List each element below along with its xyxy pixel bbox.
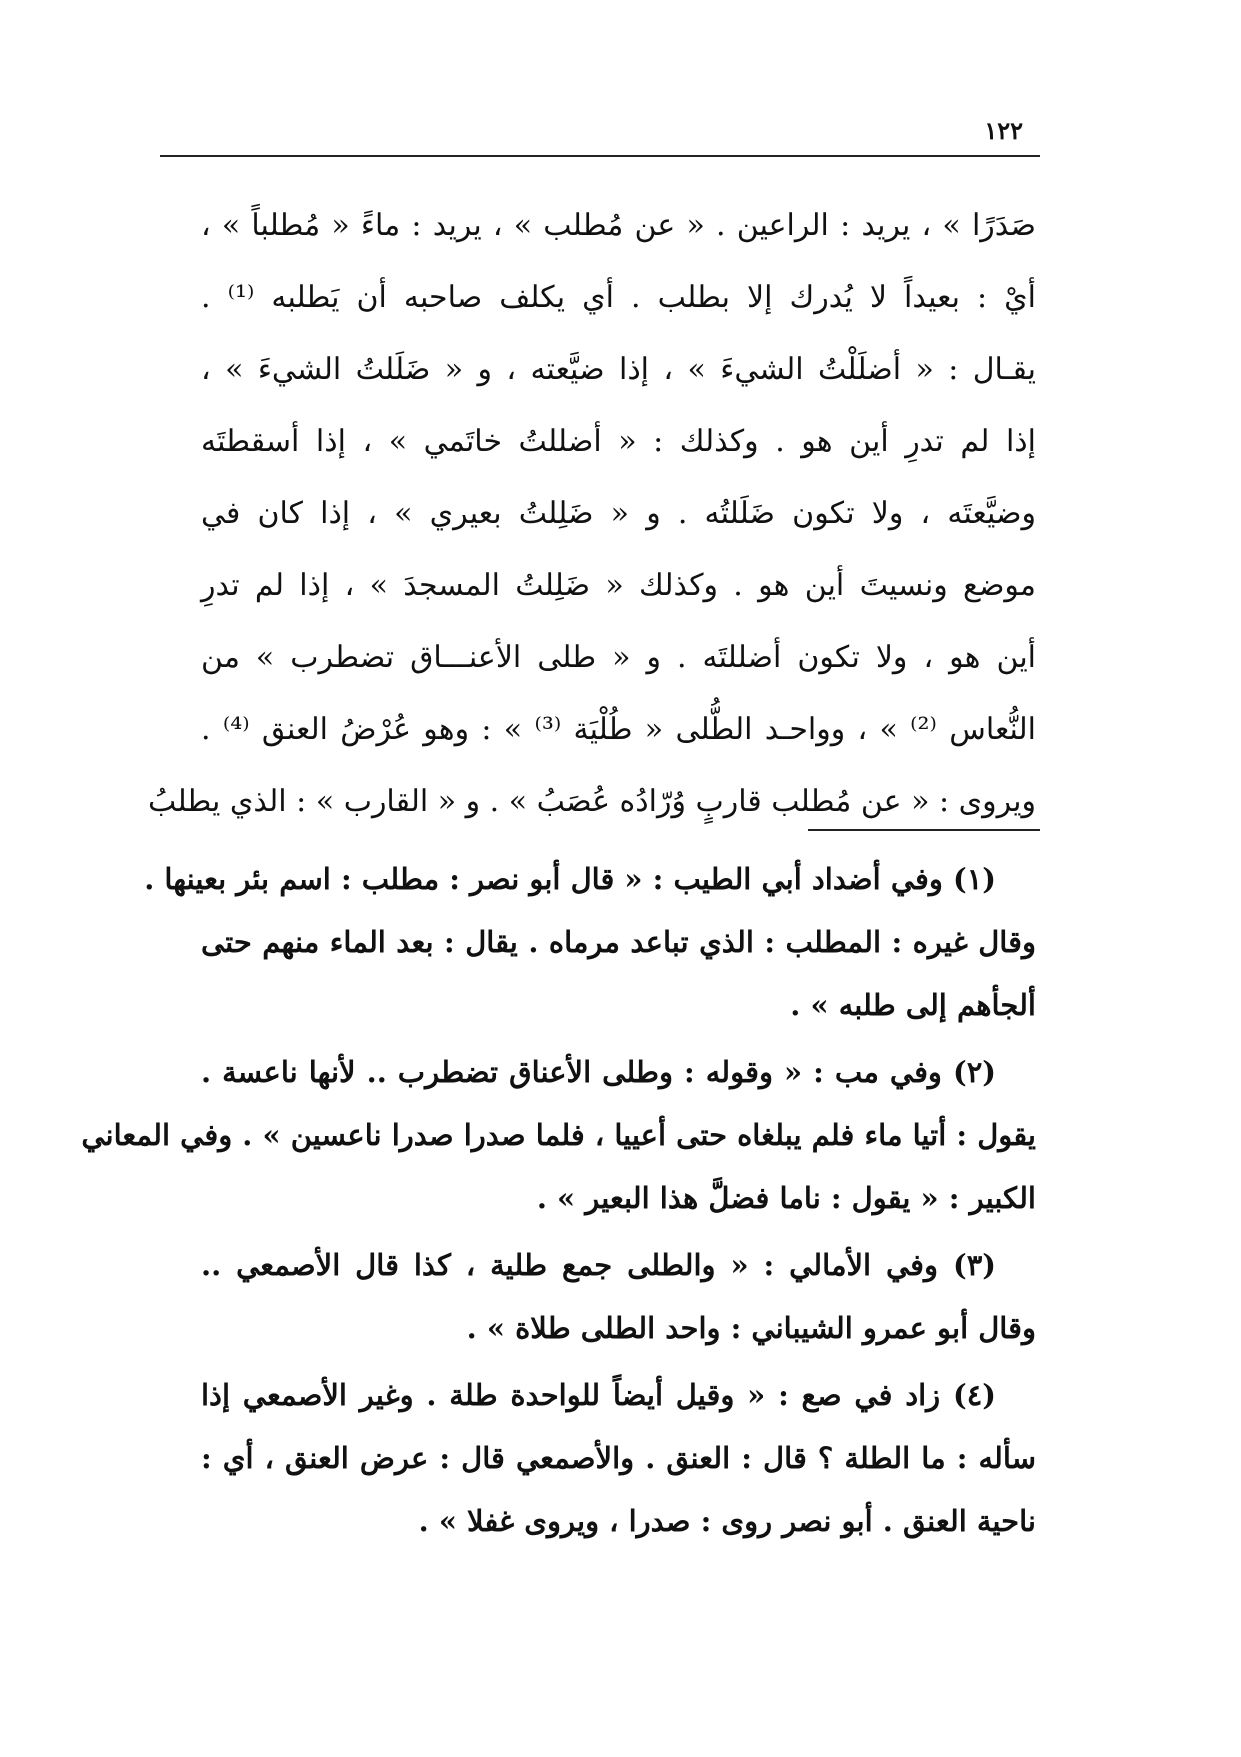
footnote-2 (81, 1041, 1036, 1230)
main-text-line: أين هو ، ولا تكون أضللتَه . و « طلى الأعنـــاق تضطرب » من (201, 640, 1036, 675)
main-text-body (148, 190, 1036, 838)
footnote-line: يقول : أتيا ماء فلم يبلغاه حتى أعييا ، فلما صدرا صدرا ناعسين » . وفي المعاني (81, 1118, 1036, 1152)
footnote-line: (٢) وفي مب : « وقوله : وطلى الأعناق تضطرب .. لأنها ناعسة . (201, 1055, 996, 1089)
footnote-line: (٤) زاد في صع : « وقيل أيضاً للواحدة طلة . وغير الأصمعي إذا (201, 1378, 996, 1412)
footnote-line: ألجأهم إلى طلبه » . (790, 988, 1036, 1022)
footnote-line: (٣) وفي الأمالي : « والطلى جمع طلية ، كذا قال الأصمعي .. (201, 1248, 996, 1282)
footnote-3 (201, 1234, 1036, 1360)
main-text-line: أيْ : بعيداً لا يُدرك إلا بطلب . أي يكلف صاحبه أن يَطلبه ⁽¹⁾ . (201, 280, 1036, 315)
footnote-line: وقال أبو عمرو الشيباني : واحد الطلى طلاة » . (466, 1311, 1036, 1345)
footnote-line: وقال غيره : المطلب : الذي تباعد مرماه . يقال : بعد الماء منهم حتى (201, 925, 1036, 959)
footnote-line: ناحية العنق . أبو نصر روى : صدرا ، ويروى غفلا » . (418, 1504, 1036, 1538)
main-text-line: وضيَّعتَه ، ولا تكون ضَلَلتُه . و « ضَلِلتُ بعيري » ، إذا كان في (201, 496, 1036, 531)
main-text-line: يقـال : « أضلَلْتُ الشيءَ » ، إذا ضيَّعته ، و « ضَلَلتُ الشيءَ » ، (201, 352, 1036, 387)
header-rule (160, 155, 1040, 157)
main-text-line: إذا لم تدرِ أين هو . وكذلك : « أضللتُ خاتَمي » ، إذا أسقطتَه (201, 424, 1036, 459)
footnotes-section (81, 848, 1036, 1557)
footnote-line: (١) وفي أضداد أبي الطيب : « قال أبو نصر : مطلب : اسم بئر بعينها . (144, 862, 996, 896)
main-text-line: النُّعاس ⁽²⁾ » ، وواحـد الطُّلى « طُلْيَة ⁽³⁾ » : وهو عُرْضُ العنق ⁽⁴⁾ . (201, 712, 1036, 747)
footnote-line: سأله : ما الطلة ؟ قال : العنق . والأصمعي قال : عرض العنق ، أي : (201, 1441, 1036, 1475)
main-text-line: صَدَرًا » ، يريد : الراعين . « عن مُطلب » ، يريد : ماءً « مُطلباً » ، (201, 208, 1036, 243)
main-text-line: ويروى : « عن مُطلب قاربٍ وُرّادُه عُصَبُ » . و « القارب » : الذي يطلبُ (148, 784, 1036, 819)
footnote-separator (808, 829, 1040, 831)
main-text-line: موضع ونسيتَ أين هو . وكذلك « ضَلِلتُ المسجدَ » ، إذا لم تدرِ (201, 568, 1036, 603)
footnote-4 (201, 1364, 1036, 1553)
footnote-line: الكبير : « يقول : ناما فضلَّ هذا البعير » . (536, 1181, 1036, 1215)
footnote-1 (144, 848, 1036, 1037)
page-number: ١٢٢ (984, 116, 1023, 145)
